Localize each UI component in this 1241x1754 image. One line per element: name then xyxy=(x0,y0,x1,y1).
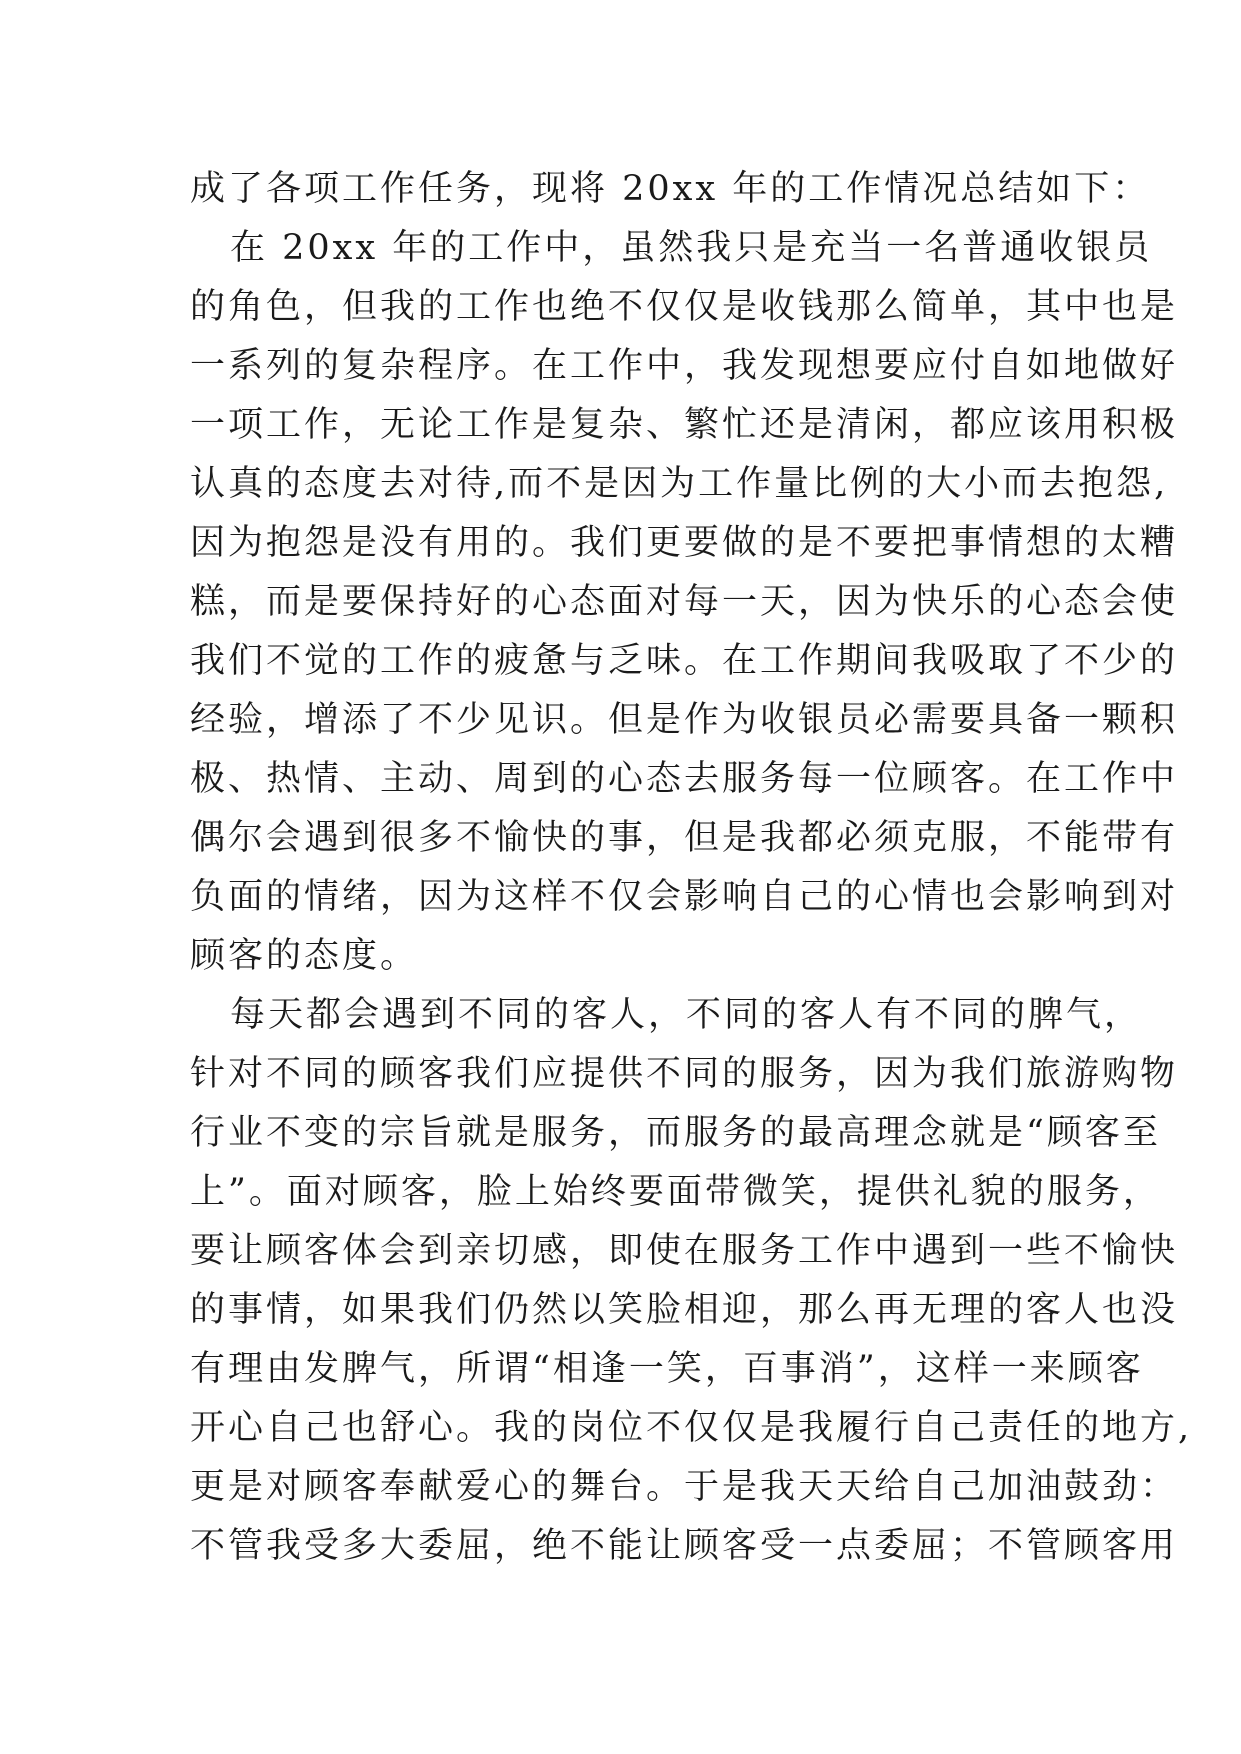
text-line: 我们不觉的工作的疲惫与乏味。在工作期间我吸取了不少的 xyxy=(190,641,1179,681)
text-line: 的事情，如果我们仍然以笑脸相迎，那么再无理的客人也没 xyxy=(190,1290,1179,1330)
text-line: 因为抱怨是没有用的。我们更要做的是不要把事情想的太糟 xyxy=(190,523,1179,563)
text-line: 一项工作，无论工作是复杂、繁忙还是清闲，都应该用积极 xyxy=(190,405,1179,445)
text-line: 要让顾客体会到亲切感，即使在服务工作中遇到一些不愉快 xyxy=(190,1231,1179,1271)
text-line: 一系列的复杂程序。在工作中，我发现想要应付自如地做好 xyxy=(190,346,1179,386)
text-line: 顾客的态度。 xyxy=(190,936,419,976)
text-line: 更是对顾客奉献爱心的舞台。于是我天天给自己加油鼓劲： xyxy=(190,1467,1179,1507)
text-line: 针对不同的顾客我们应提供不同的服务，因为我们旅游购物 xyxy=(190,1054,1179,1094)
text-line: 经验，增添了不少见识。但是作为收银员必需要具备一颗积 xyxy=(190,700,1179,740)
text-line: 开心自己也舒心。我的岗位不仅仅是我履行自己责任的地方, xyxy=(190,1408,1193,1448)
text-line: 有理由发脾气，所谓“相逢一笑，百事消”，这样一来顾客 xyxy=(190,1349,1144,1389)
text-line: 认真的态度去对待,而不是因为工作量比例的大小而去抱怨, xyxy=(190,464,1169,504)
text-line: 行业不变的宗旨就是服务，而服务的最高理念就是“顾客至 xyxy=(190,1113,1161,1153)
text-line: 成了各项工作任务，现将 20xx 年的工作情况总结如下： xyxy=(190,169,1151,209)
text-line: 的角色，但我的工作也绝不仅仅是收钱那么简单，其中也是 xyxy=(190,287,1179,327)
paragraph-start-line: 在 20xx 年的工作中，虽然我只是充当一名普通收银员 xyxy=(230,228,1153,268)
text-line: 负面的情绪，因为这样不仅会影响自己的心情也会影响到对 xyxy=(190,877,1179,917)
body-text xyxy=(190,160,1193,1576)
text-line: 极、热情、主动、周到的心态去服务每一位顾客。在工作中 xyxy=(190,759,1179,799)
text-line: 上”。面对顾客，脸上始终要面带微笑，提供礼貌的服务， xyxy=(190,1172,1161,1212)
text-line: 糕，而是要保持好的心态面对每一天，因为快乐的心态会使 xyxy=(190,582,1179,622)
paragraph-start-line: 每天都会遇到不同的客人，不同的客人有不同的脾气， xyxy=(230,995,1143,1035)
text-line: 偶尔会遇到很多不愉快的事，但是我都必须克服，不能带有 xyxy=(190,818,1179,858)
text-line: 不管我受多大委屈，绝不能让顾客受一点委屈；不管顾客用 xyxy=(190,1526,1179,1566)
